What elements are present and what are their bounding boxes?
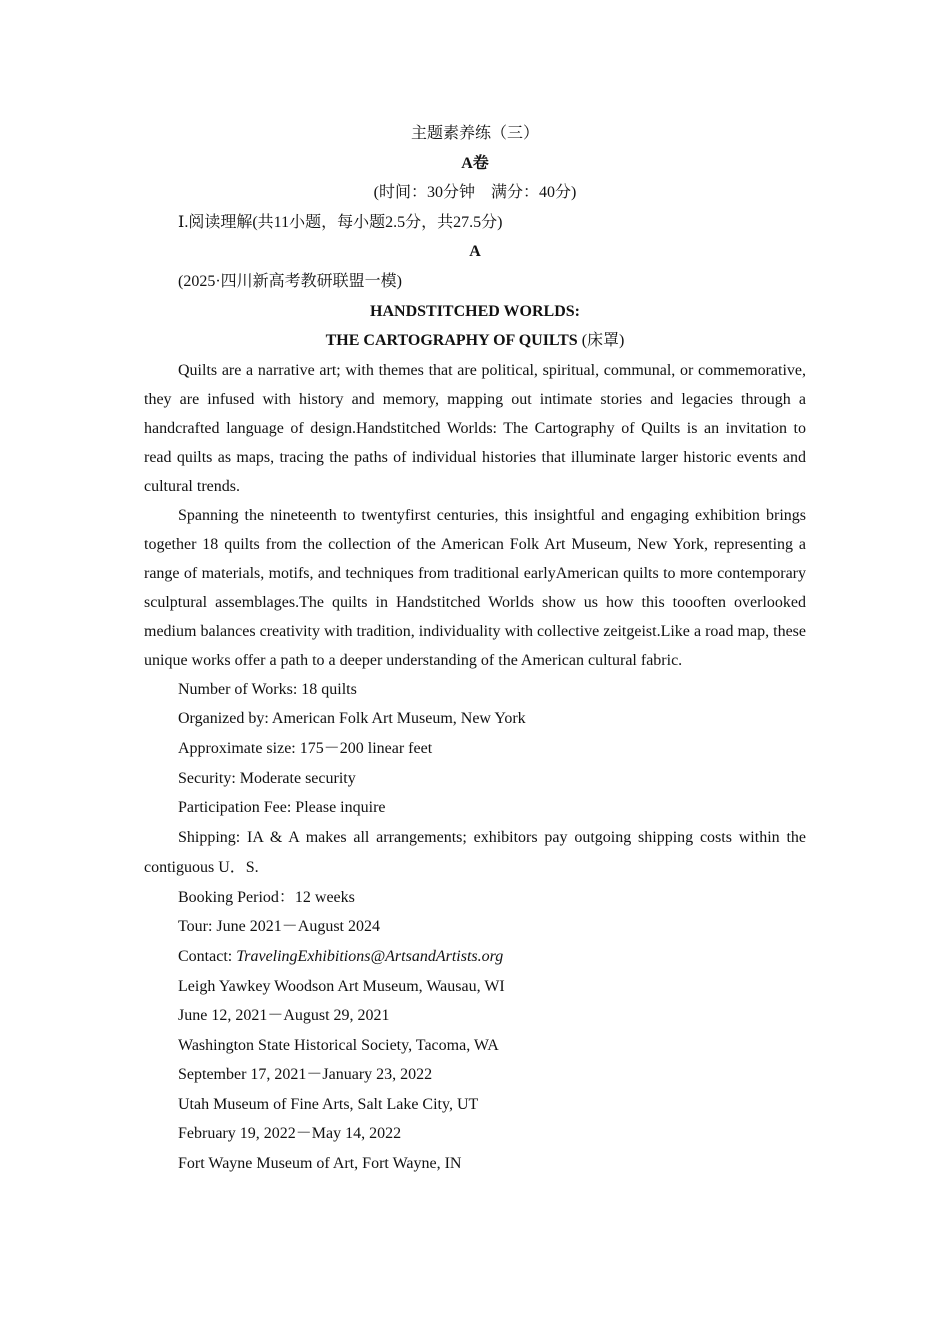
detail-number-of-works: Number of Works: 18 quilts bbox=[178, 680, 357, 698]
detail-organized-by: Organized by: American Folk Art Museum, New York bbox=[178, 710, 526, 728]
venue-name: Fort Wayne Museum of Art, Fort Wayne, IN bbox=[178, 1155, 462, 1173]
article-title-note: (床罩) bbox=[581, 332, 625, 350]
venue-name: Washington State Historical Society, Tacoma, WA bbox=[178, 1036, 499, 1054]
detail-participation-fee: Participation Fee: Please inquire bbox=[178, 799, 386, 817]
passage-source: (2025·四川新高考教研联盟一模) bbox=[178, 272, 402, 290]
venue-dates: June 12, 2021－August 29, 2021 bbox=[178, 1007, 390, 1025]
detail-booking-period: Booking Period：12 weeks bbox=[178, 888, 355, 906]
section-heading-row bbox=[144, 208, 806, 238]
article-paragraph-1: Quilts are a narrative art; with themes that are political, spiritual, communal, or commemorative, they are infused with history and memory, mapping out intimate stories and legacies through a handcrafted language of design.Handstitched Worlds: The Cartography of Quilts is an invitation to read quilts as maps, tracing the paths of individual histories that illuminate larger historic events and cultural trends. bbox=[144, 361, 806, 495]
detail-security: Security: Moderate security bbox=[178, 769, 356, 787]
contact-label: Contact: bbox=[178, 947, 237, 965]
volume-label: A卷 bbox=[461, 154, 489, 172]
time-limit: (时间：30分钟 满分：40分) bbox=[373, 184, 577, 202]
venue-name: Utah Museum of Fine Arts, Salt Lake City, UT bbox=[178, 1095, 479, 1113]
article-title-line1: HANDSTITCHED WORLDS: bbox=[370, 302, 580, 320]
venue-name: Leigh Yawkey Woodson Art Museum, Wausau, WI bbox=[178, 977, 505, 995]
venue-dates: September 17, 2021－January 23, 2022 bbox=[178, 1066, 433, 1084]
detail-contact-row bbox=[144, 942, 806, 972]
detail-approx-size: Approximate size: 175－200 linear feet bbox=[178, 739, 433, 757]
article-paragraph-2: Spanning the nineteenth to twentyfirst centuries, this insightful and engaging exhibition brings together 18 quilts from the collection of the American Folk Art Museum, New York, representing a range of materials, motifs, and techniques from traditional earlyAmerican quilts to more contemporary sculptural assemblages.The quilts in Handstitched Worlds show us how this toooften overlooked medium balances creativity with tradition, individuality with collective zeitgeist.Like a road map, these unique works offer a path to a deeper understanding of the American cultural fabric. bbox=[144, 506, 806, 669]
detail-tour: Tour: June 2021－August 2024 bbox=[178, 918, 380, 936]
venue-dates: February 19, 2022－May 14, 2022 bbox=[178, 1125, 402, 1143]
article-title-line2-row bbox=[144, 326, 806, 356]
section-heading-note: (共11小题，每小题2.5分，共27.5分) bbox=[252, 213, 503, 231]
document-page bbox=[144, 119, 806, 1179]
passage-label: A bbox=[469, 243, 481, 261]
exercise-title: 主题素养练（三） bbox=[410, 125, 539, 142]
article-title-line2: THE CARTOGRAPHY OF QUILTS bbox=[325, 332, 578, 350]
detail-shipping: Shipping: IA & A makes all arrangements; exhibitors pay outgoing shipping costs within the contiguous U．S. bbox=[144, 828, 806, 876]
section-heading: Ⅰ.阅读理解 bbox=[178, 213, 253, 231]
contact-email[interactable]: TravelingExhibitions@ArtsandArtists.org bbox=[236, 947, 504, 965]
